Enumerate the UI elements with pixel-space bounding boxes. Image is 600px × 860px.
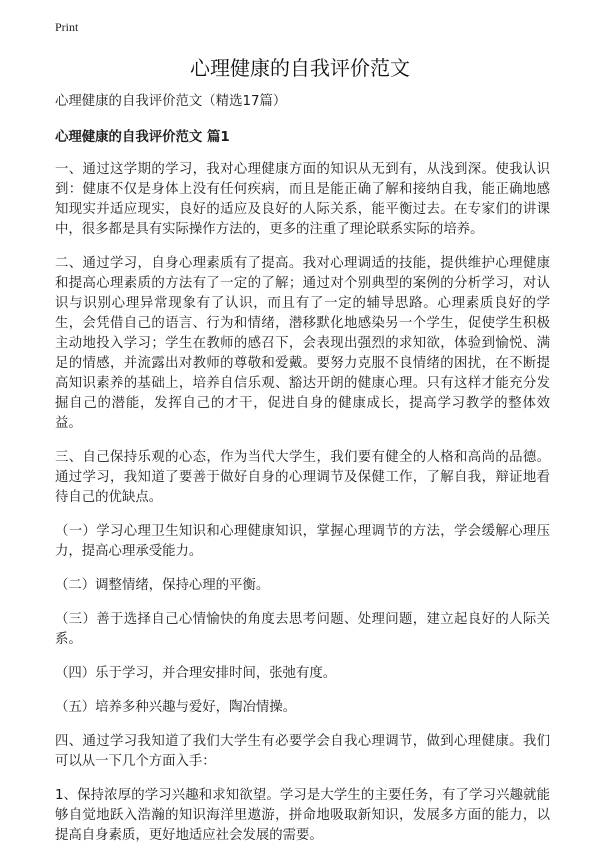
page-title: 心理健康的自我评价范文 — [190, 56, 410, 80]
paragraph-1: 一、通过这学期的学习，我对心理健康方面的知识从无到有，从浅到深。使我认识到：健康不仅是身体上没有任何疾病，而且是能正确了解和接纳自我，能正确地感知现实并适应现实，良好的适应及良好的人际关系，能平衡过去。在专家们的讲课中，很多都是具有实际操作方法的，更多的注重了理论联系实际的培养。 — [55, 162, 550, 237]
paragraph-9: 四、通过学习我知道了我们大学生有必要学会自我心理调节，做到心理健康。我们可以从一下几个方面入手： — [55, 734, 550, 769]
paragraph-5: （二）调整情绪，保持心理的平衡。 — [55, 578, 270, 593]
print-label[interactable]: Print — [55, 20, 79, 34]
document-subtitle: 心理健康的自我评价范文（精选17篇） — [55, 94, 287, 109]
paragraph-4: （一）学习心理卫生知识和心理健康知识，掌握心理调节的方法，学会缓解心理压力，提高心理承受能力。 — [55, 524, 550, 559]
paragraph-6: （三）善于选择自己心情愉快的角度去思考问题、处理问题，建立起良好的人际关系。 — [55, 612, 550, 647]
paragraph-7: （四）乐于学习，并合理安排时间，张弛有度。 — [55, 666, 337, 681]
paragraph-8: （五）培养多种兴趣与爱好，陶冶情操。 — [55, 700, 297, 715]
paragraph-2: 二、通过学习，自身心理素质有了提高。我对心理调适的技能，提供维护心理健康和提高心理素质的方法有了一定的了解；通过对个别典型的案例的分析学习，对认识与识别心理异常现象有了认识，而且有了一定的辅导思路。心理素质良好的学生，会凭借自己的语言、行为和情绪，潜移默化地感染另一个学生，促使学生积极主动地投入学习；学生在教师的感召下，会表现出强烈的求知欲，体验到愉悦、满足的情感，并流露出对教师的尊敬和爱戴。要努力克服不良情绪的困扰，在不断提高知识素养的基础上，培养自信乐观、豁达开朗的健康心理。只有这样才能充分发掘自己的潜能，发挥自己的才干，促进自身的健康成长，提高学习教学的整体效益。 — [55, 256, 550, 431]
paragraph-10: 1、保持浓厚的学习兴趣和求知欲望。学习是大学生的主要任务，有了学习兴趣就能够自觉地跃入浩瀚的知识海洋里遨游，拼命地吸取新知识，发展多方面的能力，以提高自身素质，更好地适应社会发展的需要。 — [55, 788, 550, 843]
document-body — [55, 92, 550, 860]
paragraph-3: 三、自己保持乐观的心态，作为当代大学生，我们要有健全的人格和高尚的品德。通过学习，我知道了要善于做好自身的心理调节及保健工作，了解自我，辩证地看待自己的优缺点。 — [55, 450, 550, 505]
section-heading: 心理健康的自我评价范文 篇1 — [55, 130, 230, 145]
